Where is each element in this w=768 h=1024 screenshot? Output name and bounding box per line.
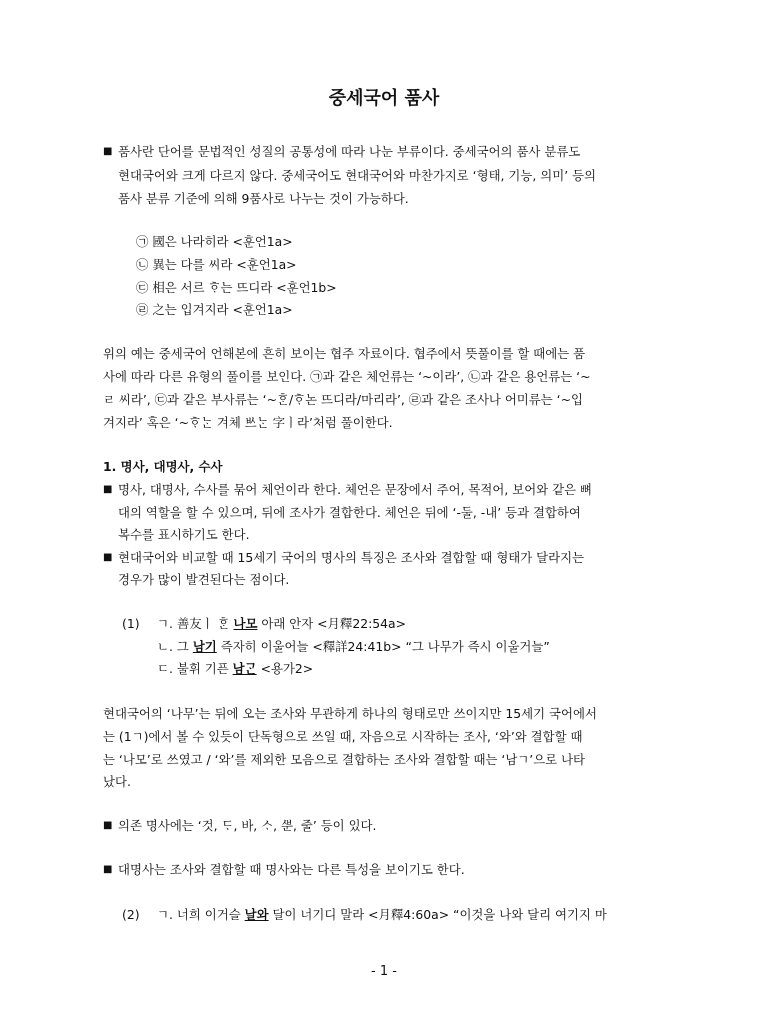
example-text: 즉자히 이울어늘 <釋詳24:41b> “그 나무가 즉시 이울거늘” <box>220 639 550 654</box>
example-text: <용가2> <box>260 661 314 676</box>
intro-line: 품사란 단어를 문법적인 성질의 공통성에 따라 나눈 부류이다. 중세국어의 품사 분류도 <box>118 144 581 159</box>
bullet-line: 대명사는 조사와 결합할 때 명사와는 다른 특성을 보이기도 한다. <box>118 862 465 877</box>
paragraph-line: 는 (1ㄱ)에서 볼 수 있듯이 단독형으로 쓰일 때, 자음으로 시작하는 조사, ‘와’와 결합할 때 <box>103 729 583 744</box>
example-highlight: 날와 <box>244 907 269 922</box>
example-item <box>157 905 607 925</box>
example-highlight: 남ᄀᆞᆫ <box>232 661 257 676</box>
example-line: ㉢ 相은 서르 ᄒᆞ는 뜨디라 <훈언1b> <box>136 280 337 295</box>
example-highlight: 남기 <box>192 639 217 654</box>
example-label: ㄷ. <box>157 661 173 676</box>
intro-line: 현대국어와 크게 다르지 않다. 중세국어도 현대국어와 마찬가지로 ‘형태, 기능, 의미’ 등의 <box>118 168 597 183</box>
paragraph-line: 사에 따라 다른 유형의 풀이를 보인다. ㉠과 같은 체언류는 ‘~이라’, ㉡과 같은 용언류는 ‘~ <box>103 369 591 384</box>
bullet-marker: ■ <box>103 146 113 157</box>
example-number: (2) <box>122 907 140 922</box>
paragraph-line: 겨지라’ 혹은 ‘~ᄒᆞᄂᆞᆫ 겨체 ᄡᅳᄂᆞᆫ 字ㅣ라’처럼 풀이한다. <box>103 415 393 430</box>
example-line: ㉣ 之는 입겨지라 <훈언1a> <box>136 302 293 317</box>
section-heading: 1. 명사, 대명사, 수사 <box>103 459 223 474</box>
example-text: 불휘 기픈 <box>176 661 229 676</box>
section-bullet-line: 명사, 대명사, 수사를 묶어 체언이라 한다. 체언은 문장에서 주어, 목적어, 보어와 같은 뼈 <box>118 482 592 497</box>
paragraph-line: 는 ‘나모’로 쓰였고 / ‘와’를 제외한 모음으로 결합하는 조사와 결합할 때는 ‘남ㄱ’으로 나타 <box>103 752 586 767</box>
example-text: 달이 너기디 말라 <月釋4:60a> “이것을 나와 달리 여기지 마 <box>272 907 607 922</box>
example-item <box>157 637 550 657</box>
page-title: 중세국어 품사 <box>328 88 440 109</box>
paragraph-line: 현대국어의 ‘나무’는 뒤에 오는 조사와 무관하게 하나의 형태로만 쓰이지만 15세기 국어에서 <box>103 706 597 721</box>
example-line: ㉡ 異는 다를 씨라 <훈언1a> <box>136 257 297 272</box>
section-bullet-line: 경우가 많이 발견된다는 점이다. <box>118 572 290 587</box>
section-bullet-line: 현대국어와 비교할 때 15세기 국어의 명사의 특징은 조사와 결합할 때 형태가 달라지는 <box>118 550 585 565</box>
example-line: ㉠ 國은 나라히라 <훈언1a> <box>136 234 293 249</box>
section-bullet-line: 대의 역할을 할 수 있으며, 뒤에 조사가 결합한다. 체언은 뒤에 ‘-둘, -내’ 등과 결합하여 <box>118 505 581 520</box>
example-text: 善友ㅣ ᄒᆞᆫ <box>176 616 230 631</box>
example-item <box>157 614 406 634</box>
example-text: 아래 안자 <月釋22:54a> <box>261 616 407 631</box>
example-number: (1) <box>122 616 140 631</box>
section-bullet-line: 복수를 표시하기도 한다. <box>118 527 250 542</box>
bullet-line: 의존 명사에는 ‘것, ᄃᆞ, 바, ᄉᆞ, ᄲᅮᆫ, 줄’ 등이 있다. <box>118 818 377 833</box>
bullet-marker: ■ <box>103 820 113 831</box>
bullet-marker: ■ <box>103 552 113 563</box>
bullet-marker: ■ <box>103 484 113 495</box>
example-item <box>157 659 313 679</box>
example-text: 그 <box>176 639 189 654</box>
example-label: ㄱ. <box>157 616 173 631</box>
paragraph-line: 위의 예는 중세국어 언해본에 흔히 보이는 협주 자료이다. 협주에서 뜻풀이를 할 때에는 품 <box>103 346 586 361</box>
paragraph-line: ㄹ 씨라’, ㉢과 같은 부사류는 ‘~ᄒᆞᆫ/ᄒᆞ논 뜨디라/마리라’, ㉣과 같은 조사나 어미류는 ‘~입 <box>103 392 583 407</box>
example-label: ㄴ. <box>157 639 173 654</box>
intro-line: 품사 분류 기준에 의해 9품사로 나누는 것이 가능하다. <box>118 191 409 206</box>
example-highlight: 나모 <box>233 616 258 631</box>
example-text: 너희 이거슬 <box>176 907 241 922</box>
page-number: - 1 - <box>371 964 397 979</box>
paragraph-line: 났다. <box>103 774 131 789</box>
example-label: ㄱ. <box>157 907 173 922</box>
bullet-marker: ■ <box>103 864 113 875</box>
